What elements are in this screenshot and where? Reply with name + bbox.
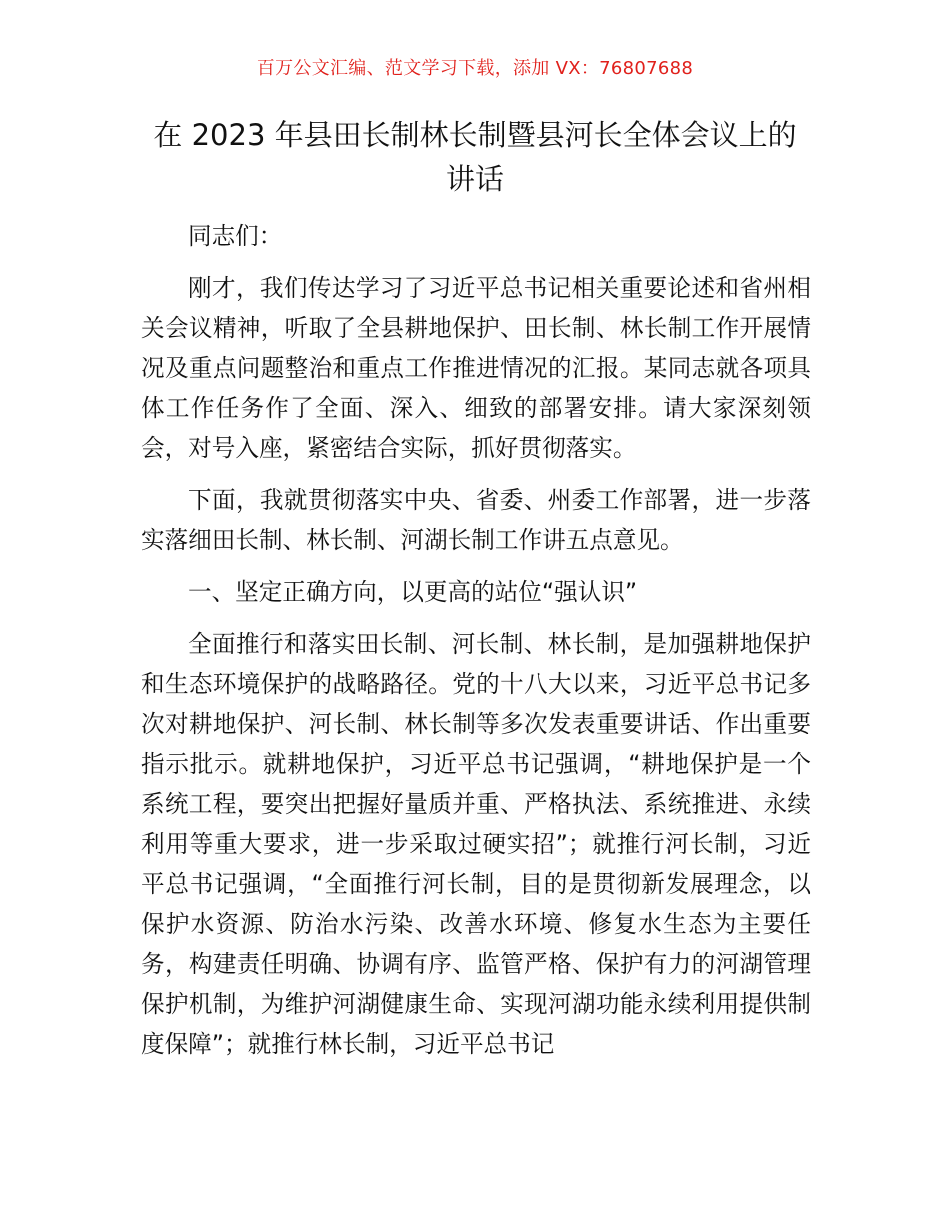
document-body xyxy=(141,216,811,1076)
paragraph-intro: 下面，我就贯彻落实中央、省委、州委工作部署，进一步落实落细田长制、林长制、河湖长制工作讲五点意见。 xyxy=(141,486,811,554)
paragraph-section-1: 全面推行和落实田长制、河长制、林长制，是加强耕地保护和生态环境保护的战略路径。党的十八大以来，习近平总书记多次对耕地保护、河长制、林长制等多次发表重要讲话、作出重要指示批示。就耕地保护，习近平总书记强调，“耕地保护是一个系统工程，要突出把握好量质并重、严格执法、系统推进、永续利用等重大要求，进一步采取过硬实招”；就推行河长制，习近平总书记强调，“全面推行河长制，目的是贯彻新发展理念，以保护水资源、防治水污染、改善水环境、修复水生态为主要任务，构建责任明确、协调有序、监管严格、保护有力的河湖管理保护机制，为维护河湖健康生命、实现河湖功能永续利用提供制度保障”；就推行林长制，习近平总书记 xyxy=(141,630,811,1058)
watermark-header: 百万公文汇编、范文学习下载，添加 VX：76807688 xyxy=(256,58,694,79)
paragraph-opening: 刚才，我们传达学习了习近平总书记相关重要论述和省州相关会议精神，听取了全县耕地保护、田长制、林长制工作开展情况及重点问题整治和重点工作推进情况的汇报。某同志就各项具体工作任务作了全面、深入、细致的部署安排。请大家深刻领会，对号入座，紧密结合实际，抓好贯彻落实。 xyxy=(141,274,811,462)
greeting: 同志们： xyxy=(188,222,283,250)
document-title: 在 2023 年县田长制林长制暨县河长全体会议上的讲话 xyxy=(153,118,797,196)
section-heading-1: 一、坚定正确方向，以更高的站位“强认识” xyxy=(188,578,638,606)
